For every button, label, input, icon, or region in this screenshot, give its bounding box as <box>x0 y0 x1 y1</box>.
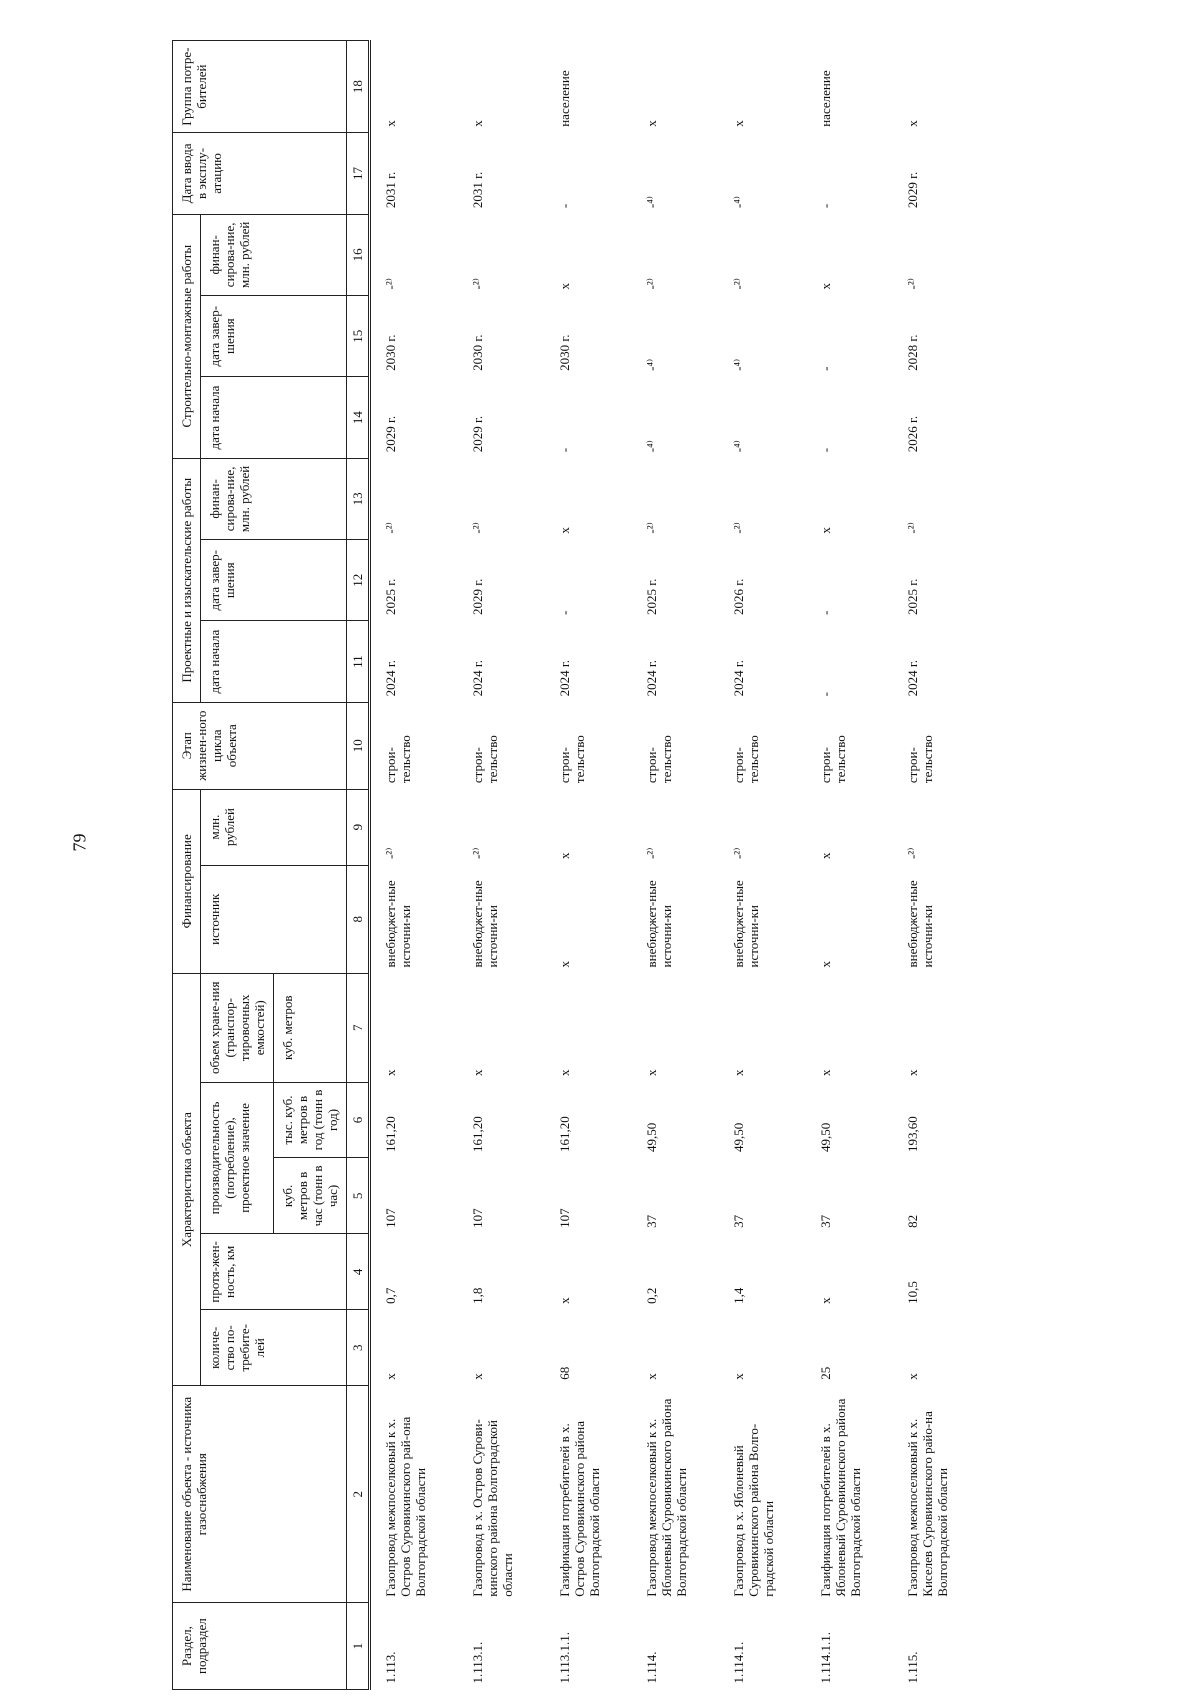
cell-stage: строи-тельство <box>731 735 761 784</box>
column-number: 13 <box>347 458 370 539</box>
cell-section: 1.113. <box>383 1651 398 1684</box>
header-consumer-group: Группа потре-бителей <box>173 41 347 133</box>
cell-design-financing: -²⁾ <box>383 522 398 534</box>
header-source: источник <box>201 865 347 973</box>
table-body <box>370 41 981 1690</box>
cell-object-name: Газопровод межпоселковый к х. Киселев Суровикинского райо-на Волгоградской области <box>905 1411 950 1597</box>
cell-commission-date: 2031 г. <box>470 171 485 209</box>
column-number: 7 <box>347 974 370 1083</box>
header-commission-date: Дата ввода в эксплу-атацию <box>173 133 347 214</box>
cell-stage: строи-тельство <box>644 735 674 784</box>
cell-construction-start: - <box>557 447 572 453</box>
cell-capacity-hour: 107 <box>383 1208 398 1228</box>
header-storage-unit: куб. метров <box>274 974 347 1083</box>
cell-length: 0,2 <box>644 1287 659 1304</box>
table-row <box>545 41 632 1690</box>
cell-commission-date: 2029 г. <box>905 171 920 209</box>
cell-construction-start: - <box>818 447 833 453</box>
cell-source: внебюджет-ные источни-ки <box>383 880 413 968</box>
cell-design-financing: -²⁾ <box>731 522 746 534</box>
cell-construction-end: 2028 г. <box>905 334 920 371</box>
cell-consumers-count: 68 <box>557 1366 572 1380</box>
table-row <box>370 41 459 1690</box>
cell-consumer-group: х <box>905 120 920 127</box>
cell-financing: х <box>818 852 833 860</box>
header-characteristics: Характеристика объекта <box>173 974 201 1386</box>
cell-design-start: 2024 г. <box>905 659 920 697</box>
table-row <box>719 41 806 1690</box>
cell-length: х <box>557 1297 572 1304</box>
header-construction-financing: финан-сирова-ние, млн. рублей <box>201 214 347 295</box>
cell-stage: строи-тельство <box>470 735 500 784</box>
cell-consumers-count: х <box>731 1373 746 1380</box>
cell-design-financing: -²⁾ <box>905 522 920 534</box>
column-number: 12 <box>347 540 370 621</box>
column-number: 5 <box>347 1158 370 1234</box>
column-number: 4 <box>347 1234 370 1310</box>
cell-length: х <box>818 1297 833 1304</box>
cell-design-financing: -²⁾ <box>470 522 485 534</box>
cell-object-name: Газопровод в х. Остров Сурови-кинского района Волгоградской области <box>470 1419 515 1597</box>
cell-source: х <box>818 961 833 968</box>
cell-stage: строи-тельство <box>905 735 935 784</box>
cell-design-end: - <box>557 610 572 615</box>
column-number: 3 <box>347 1310 370 1386</box>
cell-consumer-group: население <box>818 70 833 127</box>
cell-source: внебюджет-ные источни-ки <box>905 880 935 968</box>
cell-commission-date: 2031 г. <box>383 171 398 209</box>
cell-section: 1.114.1. <box>731 1641 746 1684</box>
cell-capacity-year: 49,50 <box>644 1122 659 1152</box>
cell-capacity-year: 49,50 <box>731 1122 746 1152</box>
cell-length: 10,5 <box>905 1281 920 1304</box>
column-number: 18 <box>347 41 370 133</box>
cell-capacity-year: 193,60 <box>905 1116 920 1152</box>
header-construction-start: дата начала <box>201 377 347 458</box>
column-number: 2 <box>347 1386 370 1603</box>
cell-financing: -²⁾ <box>731 847 746 860</box>
cell-design-start: - <box>818 691 833 697</box>
cell-source: внебюджет-ные источни-ки <box>644 880 674 968</box>
cell-stage: строи-тельство <box>557 735 587 784</box>
cell-storage: х <box>731 1069 746 1077</box>
cell-design-end: - <box>818 610 833 615</box>
cell-commission-date: - <box>557 203 572 209</box>
header-capacity-year: тыс. куб. метров в год (тонн в год) <box>274 1082 347 1158</box>
cell-capacity-year: 161,20 <box>557 1116 572 1152</box>
cell-capacity-hour: 107 <box>470 1208 485 1228</box>
cell-consumer-group: х <box>470 120 485 127</box>
column-number: 17 <box>347 133 370 214</box>
cell-capacity-hour: 107 <box>557 1208 572 1228</box>
cell-object-name: Газификация потребителей в х. Остров Суровикинского района Волгоградской области <box>557 1421 602 1597</box>
header-stage: Этап жизнен-ного цикла объекта <box>173 702 347 789</box>
cell-construction-start: 2029 г. <box>470 415 485 453</box>
cell-consumers-count: х <box>470 1373 485 1380</box>
cell-storage: х <box>644 1069 659 1077</box>
header-design-works: Проектные и изыскательские работы <box>173 458 201 702</box>
cell-financing: -²⁾ <box>470 847 485 860</box>
cell-capacity-year: 49,50 <box>818 1122 833 1152</box>
cell-construction-start: 2029 г. <box>383 415 398 453</box>
header-capacity-hour: куб. метров в час (тонн в час) <box>274 1158 347 1234</box>
cell-design-end: 2025 г. <box>383 578 398 615</box>
cell-construction-end: 2030 г. <box>557 334 572 371</box>
cell-source: х <box>557 961 572 968</box>
cell-capacity-hour: 37 <box>731 1214 746 1228</box>
table-header <box>173 41 370 1690</box>
cell-capacity-year: 161,20 <box>470 1116 485 1152</box>
cell-section: 1.114.1.1. <box>818 1631 833 1684</box>
cell-design-financing: -²⁾ <box>644 522 659 534</box>
cell-object-name: Газификация потребителей в х. Яблоневый Суровикинского района Волгоградской области <box>818 1398 863 1597</box>
header-financing: Финансирование <box>173 789 201 973</box>
cell-financing: -²⁾ <box>644 847 659 860</box>
cell-design-start: 2024 г. <box>470 659 485 697</box>
cell-object-name: Газопровод межпоселковый к х. Остров Суровикинского рай-она Волгоградской области <box>383 1416 428 1597</box>
cell-consumers-count: х <box>644 1373 659 1380</box>
cell-length: 1,4 <box>731 1287 746 1304</box>
header-design-financing: финан-сирова-ние, млн. рублей <box>201 458 347 539</box>
cell-financing: -²⁾ <box>383 847 398 860</box>
cell-section: 1.115. <box>905 1651 920 1684</box>
cell-storage: х <box>905 1069 920 1077</box>
cell-design-financing: х <box>557 527 572 534</box>
cell-consumers-count: х <box>383 1373 398 1380</box>
header-design-start: дата начала <box>201 621 347 702</box>
cell-construction-financing: -²⁾ <box>470 278 485 290</box>
gas-supply-table-container <box>172 40 1042 1690</box>
cell-construction-financing: -²⁾ <box>644 278 659 290</box>
header-financing-amount: млн. рублей <box>201 789 347 865</box>
cell-stage: строи-тельство <box>383 735 413 784</box>
cell-design-financing: х <box>818 527 833 534</box>
cell-construction-start: -⁴⁾ <box>644 440 659 453</box>
cell-consumers-count: 25 <box>818 1366 833 1380</box>
cell-construction-financing: -²⁾ <box>383 278 398 290</box>
cell-object-name: Газопровод межпоселковый к х. Яблоневый Суровикинского района Волгоградской области <box>644 1398 689 1597</box>
cell-design-start: 2024 г. <box>383 659 398 697</box>
cell-source: внебюджет-ные источни-ки <box>470 880 500 968</box>
table-row <box>632 41 719 1690</box>
header-object-name: Наименование объекта - источника газоснабжения <box>173 1386 347 1603</box>
cell-capacity-hour: 37 <box>818 1214 833 1228</box>
cell-consumer-group: х <box>644 120 659 127</box>
cell-consumer-group: население <box>557 70 572 127</box>
column-number: 9 <box>347 789 370 865</box>
cell-construction-start: 2026 г. <box>905 415 920 453</box>
header-capacity: производительность (потребление), проектное значение <box>201 1082 274 1234</box>
cell-length: 0,7 <box>383 1287 398 1304</box>
cell-stage: строи-тельство <box>818 735 848 784</box>
column-number: 8 <box>347 865 370 973</box>
cell-construction-end: 2030 г. <box>383 334 398 371</box>
column-number: 11 <box>347 621 370 702</box>
cell-design-end: 2025 г. <box>644 578 659 615</box>
cell-length: 1,8 <box>470 1287 485 1304</box>
cell-commission-date: -⁴⁾ <box>644 196 659 209</box>
cell-construction-end: -⁴⁾ <box>731 358 746 371</box>
cell-construction-financing: -²⁾ <box>731 278 746 290</box>
cell-object-name: Газопровод в х. Яблоневый Суровикинского района Волго-градской области <box>731 1423 776 1597</box>
cell-capacity-hour: 37 <box>644 1214 659 1228</box>
cell-storage: х <box>383 1069 398 1077</box>
header-construction-end: дата завер-шения <box>201 296 347 377</box>
header-design-end: дата завер-шения <box>201 540 347 621</box>
column-number: 16 <box>347 214 370 295</box>
cell-section: 1.113.1. <box>470 1641 485 1684</box>
cell-design-end: 2025 г. <box>905 578 920 615</box>
cell-capacity-year: 161,20 <box>383 1116 398 1152</box>
cell-construction-end: -⁴⁾ <box>644 358 659 371</box>
header-length: протя-жен-ность, км <box>201 1234 347 1310</box>
cell-construction-financing: х <box>557 283 572 290</box>
page-number: 79 <box>69 833 90 852</box>
cell-design-start: 2024 г. <box>557 659 572 697</box>
cell-design-end: 2029 г. <box>470 578 485 615</box>
cell-construction-end: - <box>818 366 833 371</box>
header-section: Раздел, подраздел <box>173 1603 347 1690</box>
column-number: 6 <box>347 1082 370 1158</box>
table-row <box>893 41 980 1690</box>
cell-financing: -²⁾ <box>905 847 920 860</box>
cell-commission-date: -⁴⁾ <box>731 196 746 209</box>
cell-construction-end: 2030 г. <box>470 334 485 371</box>
cell-consumer-group: х <box>731 120 746 127</box>
cell-design-start: 2024 г. <box>644 659 659 697</box>
cell-consumers-count: х <box>905 1373 920 1380</box>
table-row <box>806 41 893 1690</box>
cell-design-end: 2026 г. <box>731 578 746 615</box>
cell-construction-financing: -²⁾ <box>905 278 920 290</box>
cell-section: 1.113.1.1. <box>557 1631 572 1684</box>
header-construction-works: Строительно-монтажные работы <box>173 214 201 458</box>
header-consumers-count: количе-ство по-требите-лей <box>201 1310 347 1386</box>
header-storage: объем хране-ния (транспор-тировочных емкостей) <box>201 974 274 1083</box>
column-number: 1 <box>347 1603 370 1690</box>
cell-source: внебюджет-ные источни-ки <box>731 880 761 968</box>
cell-financing: х <box>557 852 572 860</box>
cell-storage: х <box>818 1069 833 1077</box>
cell-consumer-group: х <box>383 120 398 127</box>
cell-section: 1.114. <box>644 1651 659 1684</box>
cell-storage: х <box>557 1069 572 1077</box>
table-row <box>458 41 545 1690</box>
column-number: 10 <box>347 702 370 789</box>
column-number: 14 <box>347 377 370 458</box>
cell-storage: х <box>470 1069 485 1077</box>
cell-construction-financing: х <box>818 283 833 290</box>
cell-capacity-hour: 82 <box>905 1214 920 1228</box>
column-number: 15 <box>347 296 370 377</box>
gas-supply-table <box>172 40 980 1690</box>
cell-commission-date: - <box>818 203 833 209</box>
cell-design-start: 2024 г. <box>731 659 746 697</box>
cell-construction-start: -⁴⁾ <box>731 440 746 453</box>
